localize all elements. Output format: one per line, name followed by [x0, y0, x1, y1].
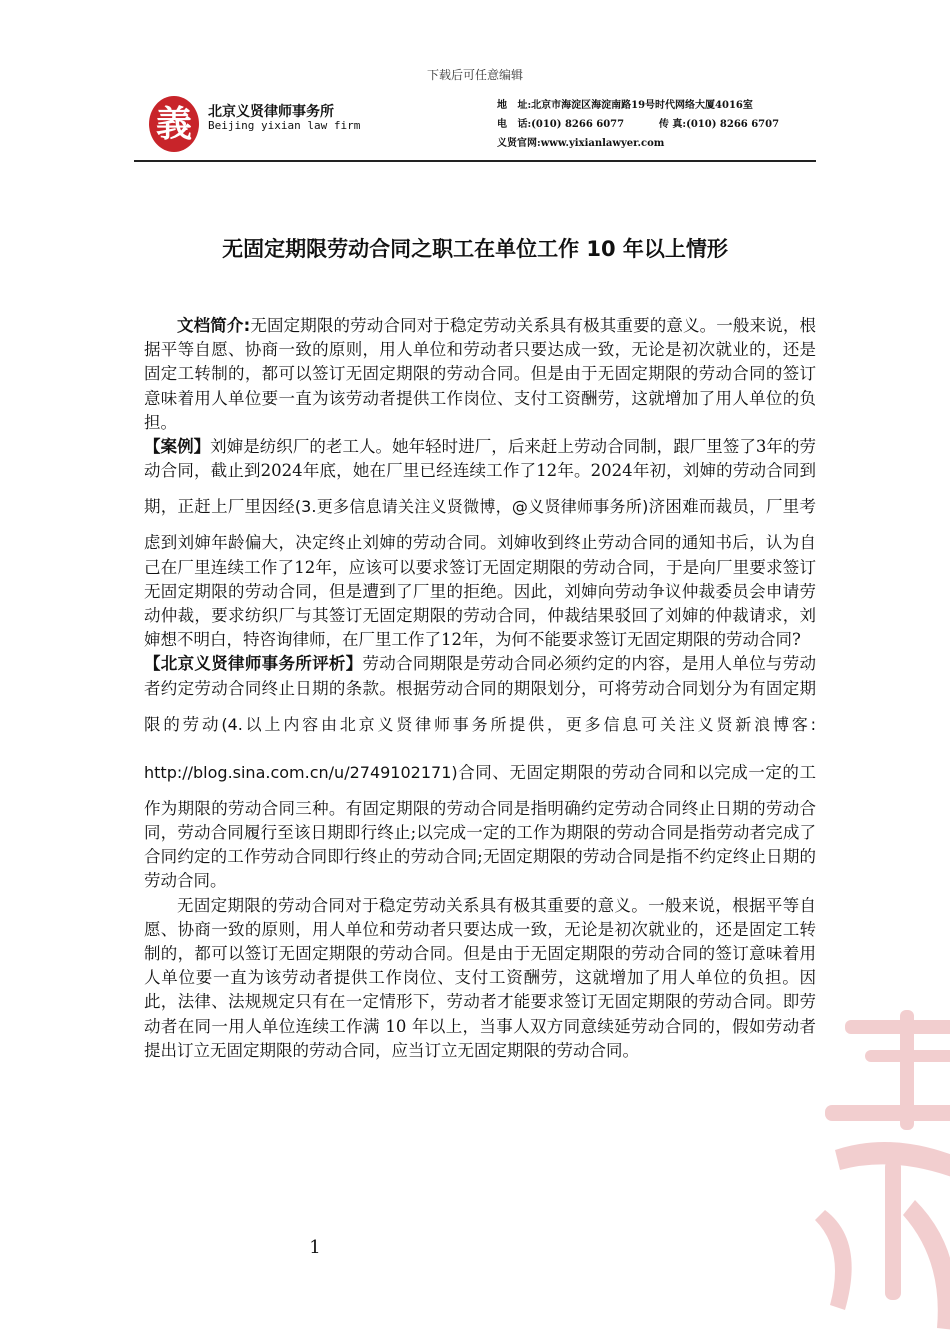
review-promo: (4.以上内容由北京义贤律师事务所提供，更多信息可关注义贤新浪博客: http://blog.sina.com.cn/u/2749102171): [144, 714, 816, 782]
case-paragraph: [144, 435, 816, 652]
logo-char: 義: [155, 103, 193, 145]
top-note: 下载后可任意编辑: [426, 68, 523, 82]
review-paragraph: [144, 652, 816, 893]
contact-website: 义贤官网:www.yixianlawyer.com: [497, 138, 665, 149]
case-text-1: 刘婶是纺织厂的老工人。她年轻时进厂，后来赶上劳动合同制，跟厂里签了3年的劳动合同，截止到2024年底，她在厂里已经连续工作了12年。2024年初，刘婶的劳动合同到期，正赶上厂里因经: [144, 437, 817, 517]
review-text-1: 劳动合同期限是劳动合同必须约定的内容，是用人单位与劳动者约定劳动合同终止日期的条款。根据劳动合同的期限划分，可将劳动合同划分为有固定期限的劳动: [144, 654, 817, 734]
intro-text: 无固定期限的劳动合同对于稳定劳动关系具有极其重要的意义。一般来说，根据平等自愿、协商一致的原则，用人单位和劳动者只要达成一致，无论是初次就业的，还是固定工转制的，都可以签订无固定期限的劳动合同。但是由于无固定期限的劳动合同的签订意味着用人单位要一直为该劳动者提供工作岗位、支付工资酬劳，这就增加了用人单位的负担。: [144, 316, 816, 432]
document-body: [144, 314, 816, 1063]
contact-address: 地 址:北京市海淀区海淀南路19号时代网络大厦4016室: [497, 100, 753, 111]
header-rule: [134, 160, 816, 162]
document-title: 无固定期限劳动合同之职工在单位工作 10 年以上情形: [222, 237, 728, 261]
firm-logo-seal: [148, 93, 200, 153]
intro-label: 文档简介:: [177, 316, 251, 335]
case-text-2: 济困难而裁员，厂里考虑到刘婶年龄偏大，决定终止刘婶的劳动合同。刘婶收到终止劳动合同的通知书后，认为自己在厂里连续工作了12年，应该可以要求签订无固定期限的劳动合同，于是向厂里要求签订无固定期限的劳动合同，但是遭到了厂里的拒绝。因此，刘婶向劳动争议仲裁委员会申请劳动仲裁，要求纺织厂与其签订无固定期限的劳动合同，仲裁结果驳回了刘婶的仲裁请求，刘婶想不明白，特咨询律师，在厂里工作了12年，为何不能要求签订无固定期限的劳动合同?: [144, 497, 816, 650]
review-text-2: 合同、无固定期限的劳动合同和以完成一定的工作为期限的劳动合同三种。有固定期限的劳动合同是指明确约定劳动合同终止日期的劳动合同，劳动合同履行至该日期即行终止;以完成一定的工作为期限的劳动合同是指劳动者完成了合同约定的工作劳动合同即行终止的劳动合同;无固定期限的劳动合同是指不约定终止日期的劳动合同。: [144, 762, 816, 891]
seal-watermark-icon: [805, 1010, 950, 1340]
review-label: 【北京义贤律师事务所评析】: [144, 654, 363, 674]
intro-paragraph: [144, 314, 816, 435]
contact-phone: 电 话:(010) 8266 6077 传 真:(010) 8266 6707: [497, 119, 780, 130]
page-number: 1: [309, 1237, 321, 1258]
firm-name-cn: 北京义贤律师事务所: [208, 104, 334, 120]
case-promo: (3.更多信息请关注义贤微博，@义贤律师事务所): [294, 497, 649, 517]
case-label: 【案例】: [144, 437, 211, 457]
firm-name-en: Beijing yixian law firm: [208, 119, 361, 132]
final-paragraph: 无固定期限的劳动合同对于稳定劳动关系具有极其重要的意义。一般来说，根据平等自愿、协商一致的原则，用人单位和劳动者只要达成一致，无论是初次就业的，还是固定工转制的，都可以签订无固定期限的劳动合同。但是由于无固定期限的劳动合同的签订意味着用人单位要一直为该劳动者提供工作岗位、支付工资酬劳，这就增加了用人单位的负担。因此，法律、法规规定只有在一定情形下，劳动者才能要求签订无固定期限的劳动合同。即劳动者在同一用人单位连续工作满 10 年以上，当事人双方同意续延劳动合同的，假如劳动者提出订立无固定期限的劳动合同，应当订立无固定期限的劳动合同。: [144, 895, 816, 1060]
